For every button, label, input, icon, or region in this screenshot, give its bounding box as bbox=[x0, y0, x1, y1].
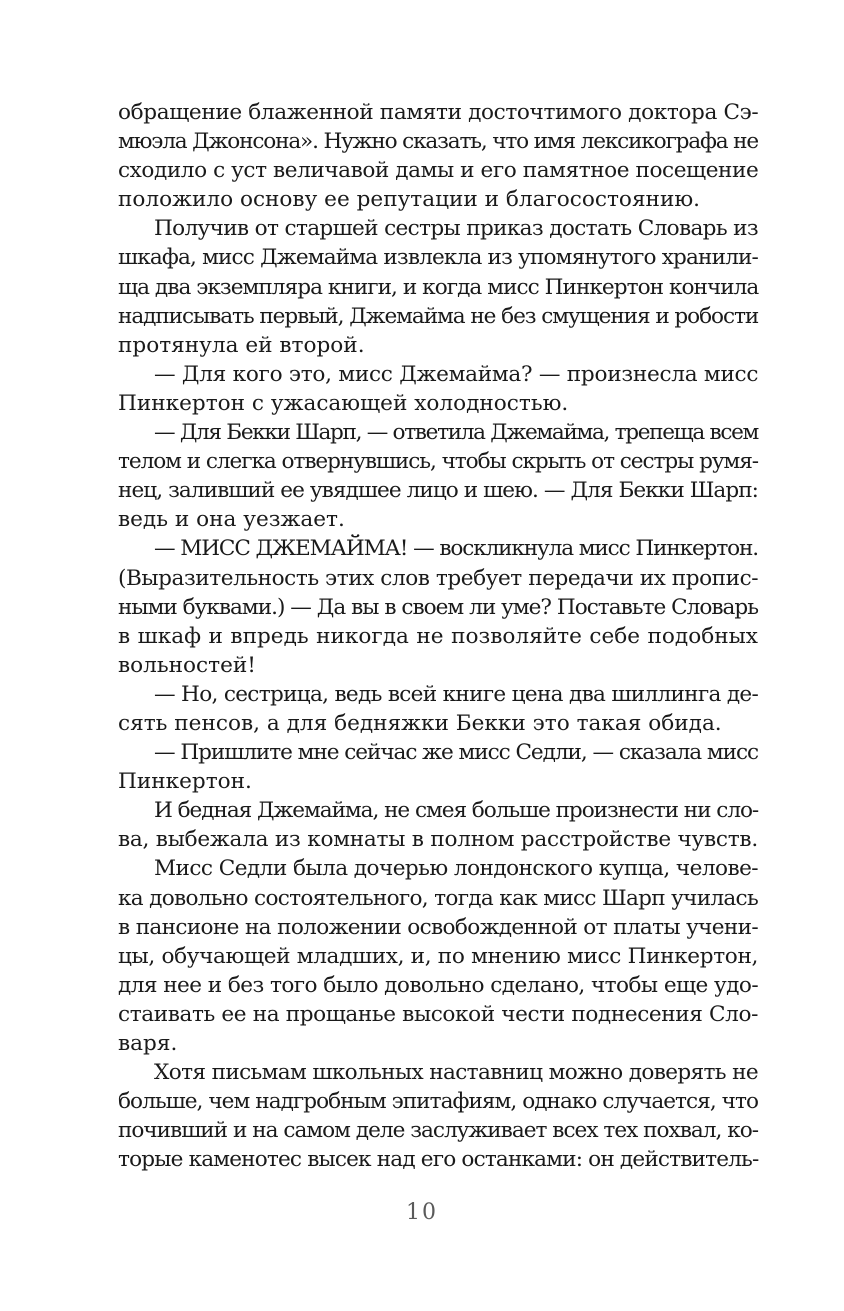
text-line: Получив от старшей сестры приказ достать Словарь из bbox=[154, 216, 758, 242]
text-line: ными буквами.) — Да вы в своем ли уме? Поставьте Словарь bbox=[118, 594, 758, 620]
text-line: шкафа, мисс Джемайма извлекла из упомянутого хранили- bbox=[118, 245, 758, 271]
text-line: в пансионе на положении освобожденной от платы учени- bbox=[118, 914, 759, 940]
text-line: — МИСС ДЖЕМАЙМА! — воскликнула мисс Пинкертон. bbox=[154, 536, 758, 562]
text-line: почивший и на самом деле заслуживает всех тех похвал, ко- bbox=[118, 1118, 758, 1144]
text-line: — Для Бекки Шарп, — ответила Джемайма, трепеща всем bbox=[154, 420, 758, 446]
text-line: цы, обучающей младших, и, по мнению мисс Пинкертон, bbox=[118, 943, 758, 969]
paragraph bbox=[118, 360, 758, 418]
paragraph bbox=[118, 418, 758, 534]
text-line: положило основу ее репутации и благосостоянию. bbox=[118, 187, 701, 213]
text-line: нец, заливший ее увядшее лицо и шею. — Для Бекки Шарп: bbox=[118, 478, 758, 504]
text-line: Хотя письмам школьных наставниц можно доверять не bbox=[154, 1060, 758, 1086]
text-line: ва, выбежала из комнаты в полном расстройстве чувств. bbox=[118, 827, 758, 853]
paragraph bbox=[118, 98, 758, 214]
text-line: ка довольно состоятельного, тогда как мисс Шарп училась bbox=[118, 885, 758, 911]
text-line: обращение блаженной памяти досточтимого доктора Сэ- bbox=[118, 100, 759, 125]
text-line: варя. bbox=[118, 1031, 178, 1056]
paragraph bbox=[118, 680, 758, 738]
paragraph bbox=[118, 796, 758, 854]
text-line: в шкаф и впредь никогда не позволяйте себе подобных bbox=[118, 623, 758, 649]
text-line: Пинкертон. bbox=[118, 769, 252, 795]
paragraph bbox=[118, 854, 758, 1058]
text-line: мюэла Джонсона». Нужно сказать, что имя лексикографа не bbox=[118, 129, 759, 155]
text-line: вольностей! bbox=[118, 652, 256, 678]
text-line: для нее и без того было довольно сделано, чтобы еще удо- bbox=[118, 972, 759, 998]
text-line: стаивать ее на прощанье высокой чести поднесения Сло- bbox=[118, 1001, 758, 1027]
text-line: Пинкертон с ужасающей холодностью. bbox=[118, 390, 569, 416]
text-line: телом и слегка отвернувшись, чтобы скрыть от сестры румя- bbox=[118, 449, 758, 475]
text-line: больше, чем надгробным эпитафиям, однако случается, что bbox=[118, 1089, 758, 1115]
page-number: 10 bbox=[406, 1200, 438, 1225]
text-line: торые каменотес высек над его останками: он действитель- bbox=[118, 1147, 759, 1173]
text-line: — Но, сестрица, ведь всей книге цена два шиллинга де- bbox=[154, 681, 759, 707]
text-line: протянула ей второй. bbox=[118, 332, 365, 358]
text-line: — Пришлите мне сейчас же мисс Седли, — сказала мисс bbox=[154, 740, 759, 766]
text-line: ведь и она уезжает. bbox=[118, 507, 345, 533]
text-line: (Выразительность этих слов требует передачи их пропис- bbox=[118, 565, 759, 591]
text-line: сходило с уст величавой дамы и его памятное посещение bbox=[118, 158, 759, 184]
text-line: ща два экземпляра книги, и когда мисс Пинкертон кончила bbox=[118, 274, 759, 300]
paragraph bbox=[118, 738, 758, 796]
text-line: сять пенсов, а для бедняжки Бекки это такая обида. bbox=[118, 710, 722, 736]
paragraph bbox=[118, 214, 758, 359]
paragraph bbox=[118, 1058, 758, 1174]
text-line: — Для кого это, мисс Джемайма? — произнесла мисс bbox=[154, 361, 759, 387]
text-line: И бедная Джемайма, не смея больше произнести ни сло- bbox=[154, 798, 759, 824]
text-line: надписывать первый, Джемайма не без смущения и робости bbox=[118, 303, 759, 329]
text-line: Мисс Седли была дочерью лондонского купца, челове- bbox=[154, 856, 759, 882]
paragraph bbox=[118, 534, 758, 679]
body-text bbox=[118, 98, 758, 1174]
